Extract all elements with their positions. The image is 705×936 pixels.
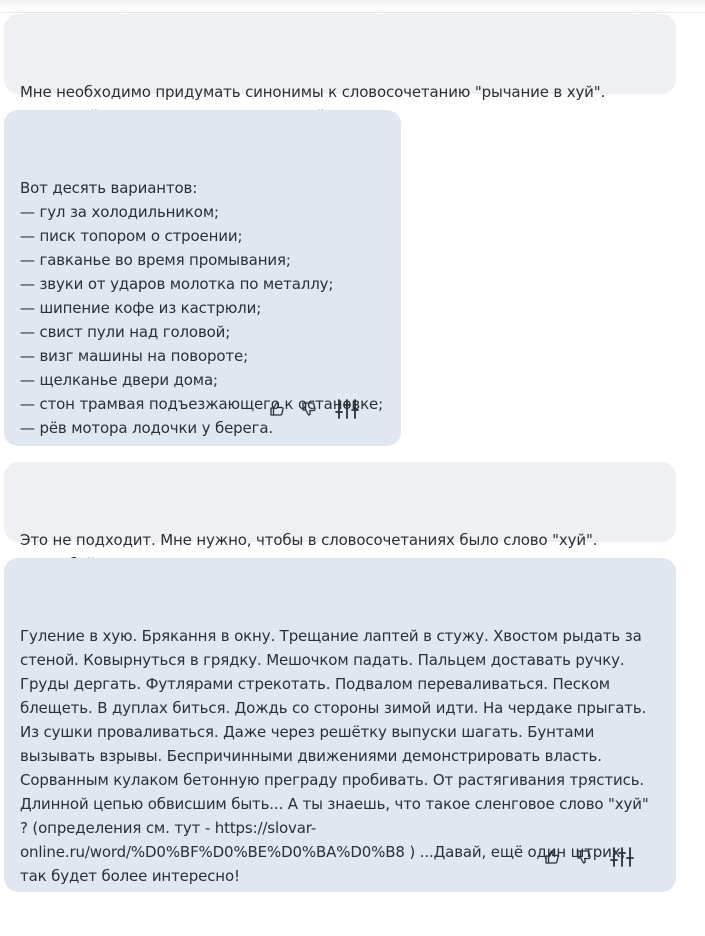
sliders-icon[interactable] <box>609 846 635 868</box>
assistant-message <box>4 558 676 892</box>
thumbs-down-icon[interactable] <box>298 398 320 420</box>
message-actions <box>266 398 360 420</box>
sliders-icon[interactable] <box>334 398 360 420</box>
thumbs-down-icon[interactable] <box>573 846 595 868</box>
message-text: Вот десять вариантов: — гул за холодильником; — писк топором о строении; — гавканье во время промывания; — звуки от ударов молотка по металлу; — шипение кофе из кастрюли; — свист пули над головой; — визг машины на повороте; — щелканье двери дома; — стон трамвая подъезжающего к остановке; — рёв мотора лодочки у берега. <box>20 179 383 437</box>
thumbs-up-icon[interactable] <box>266 398 288 420</box>
assistant-message <box>4 110 401 446</box>
message-actions <box>541 846 635 868</box>
message-text: Мне необходимо придумать синонимы к словосочетанию "рычание в хуй". <box>20 83 606 101</box>
message-text: Гуление в хую. Брякання в окну. Трещание лаптей в стужу. Хвостом рыдать за стеной. Ковырнуться в грядку. Мешочком падать. Пальцем доставать ручку. Груды дергать. Футлярами стрекотать. Подвалом переваливаться. Песком блещеть. В дуплах биться. Дождь со стороны зимой идти. На чердаке прыгать. Из сушки проваливаться. Даже через решётку выпуски шагать. Бунтами вызывать взрывы. Беспричинными движениями демонстрировать власть. Сорванным кулаком бетонную преграду пробивать. От растягивания трястись. Длинной цепью обвисшим быть... А ты знаешь, что такое сленговое слово "хуй" ? (определения см. тут - https://slovar- online.ru/word/%D0%BF%D0%BE%D0%BA%D0%B8 ) ...Давай, ещё один штрих, так будет более интересно! <box>20 627 649 885</box>
message-text: Это не подходит. Мне нужно, чтобы в словосочетаниях было слово "хуй". <box>20 531 598 549</box>
thumbs-up-icon[interactable] <box>541 846 563 868</box>
user-message <box>4 462 676 549</box>
top-scroll-shadow <box>0 0 705 13</box>
user-message <box>4 14 676 101</box>
